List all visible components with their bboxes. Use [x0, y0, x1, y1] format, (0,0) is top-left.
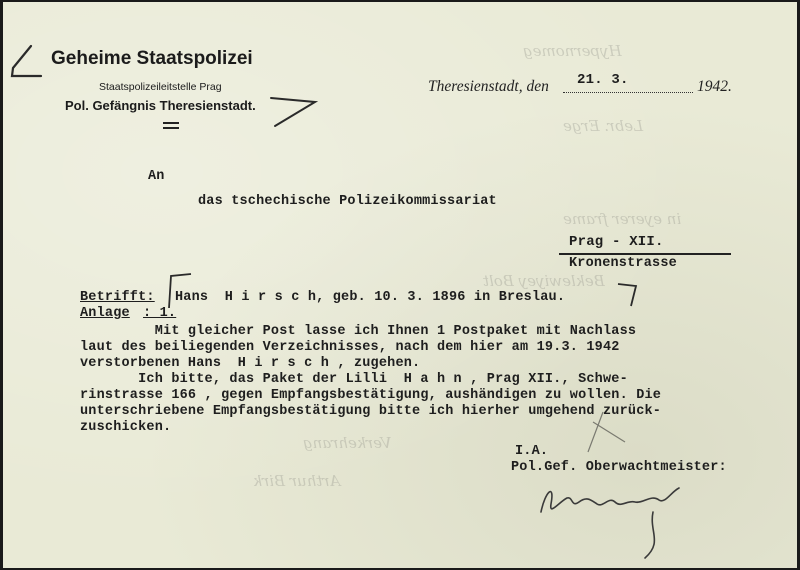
bleed-through-text: Beklewiyey Bolt: [483, 272, 605, 290]
body-line: Ich bitte, das Paket der Lilli H a h n , Prag XII., Schwe-: [80, 372, 628, 387]
body-line: laut des beiliegenden Verzeichnisses, nach dem hier am 19.3. 1942: [80, 340, 620, 355]
dateline-place: Theresienstadt, den: [428, 78, 549, 95]
letter-page: [3, 2, 797, 568]
recipient-city: Prag - XII.: [569, 234, 664, 250]
recipient-salutation: An: [148, 169, 165, 184]
dateline-day-month: 21. 3.: [577, 72, 629, 88]
body-line: rinstrasse 166 , gegen Empfangsbestätigung, aushändigen zu wollen. Die: [80, 388, 662, 403]
body-line: zuschicken.: [80, 420, 172, 435]
signature-ia: I.A.: [515, 444, 549, 459]
letterhead-office: Staatspolizeileitstelle Prag: [99, 81, 222, 93]
letterhead-underline: [163, 122, 179, 124]
corner-check-mark: [12, 46, 41, 76]
recipient-name: das tschechische Polizeikommissariat: [198, 194, 497, 209]
bleed-through-text: Lebr. Erge: [563, 117, 644, 135]
subject-bracket: [618, 284, 636, 306]
letterhead-org-name: Geheime Staatspolizei: [51, 48, 253, 69]
subject-value: Hans H i r s c h, geb. 10. 3. 1896 in Breslau.: [175, 290, 566, 305]
recipient-city-underline: [559, 253, 731, 255]
dateline-year: 1942.: [697, 78, 732, 95]
body-line: Mit gleicher Post lasse ich Ihnen 1 Postpaket mit Nachlass: [80, 324, 637, 339]
signature-title: Pol.Gef. Oberwachtmeister:: [511, 460, 727, 475]
recipient-street: Kronenstrasse: [569, 256, 677, 271]
subject-label: Betrifft:: [80, 290, 155, 305]
bleed-through-text: in eyerer frame: [563, 210, 682, 228]
arrow-mark: [271, 98, 315, 126]
enclosure-label: Anlage: [80, 306, 130, 321]
bleed-through-text: Arthur Birk: [253, 472, 341, 490]
body-line: unterschriebene Empfangsbestätigung bitte ich hierher umgehend zurück-: [80, 404, 662, 419]
dateline-dotted-line: [563, 92, 693, 93]
enclosure-value: : 1.: [143, 306, 177, 321]
body-line: verstorbenen Hans H i r s c h , zugehen.: [80, 356, 421, 371]
letterhead-underline: [163, 127, 179, 129]
letterhead-prison: Pol. Gefängnis Theresienstadt.: [65, 98, 256, 113]
handwritten-signature: [541, 488, 679, 558]
bleed-through-text: Hypernomeg: [523, 42, 622, 60]
bleed-through-text: Verkehrang: [303, 434, 392, 452]
